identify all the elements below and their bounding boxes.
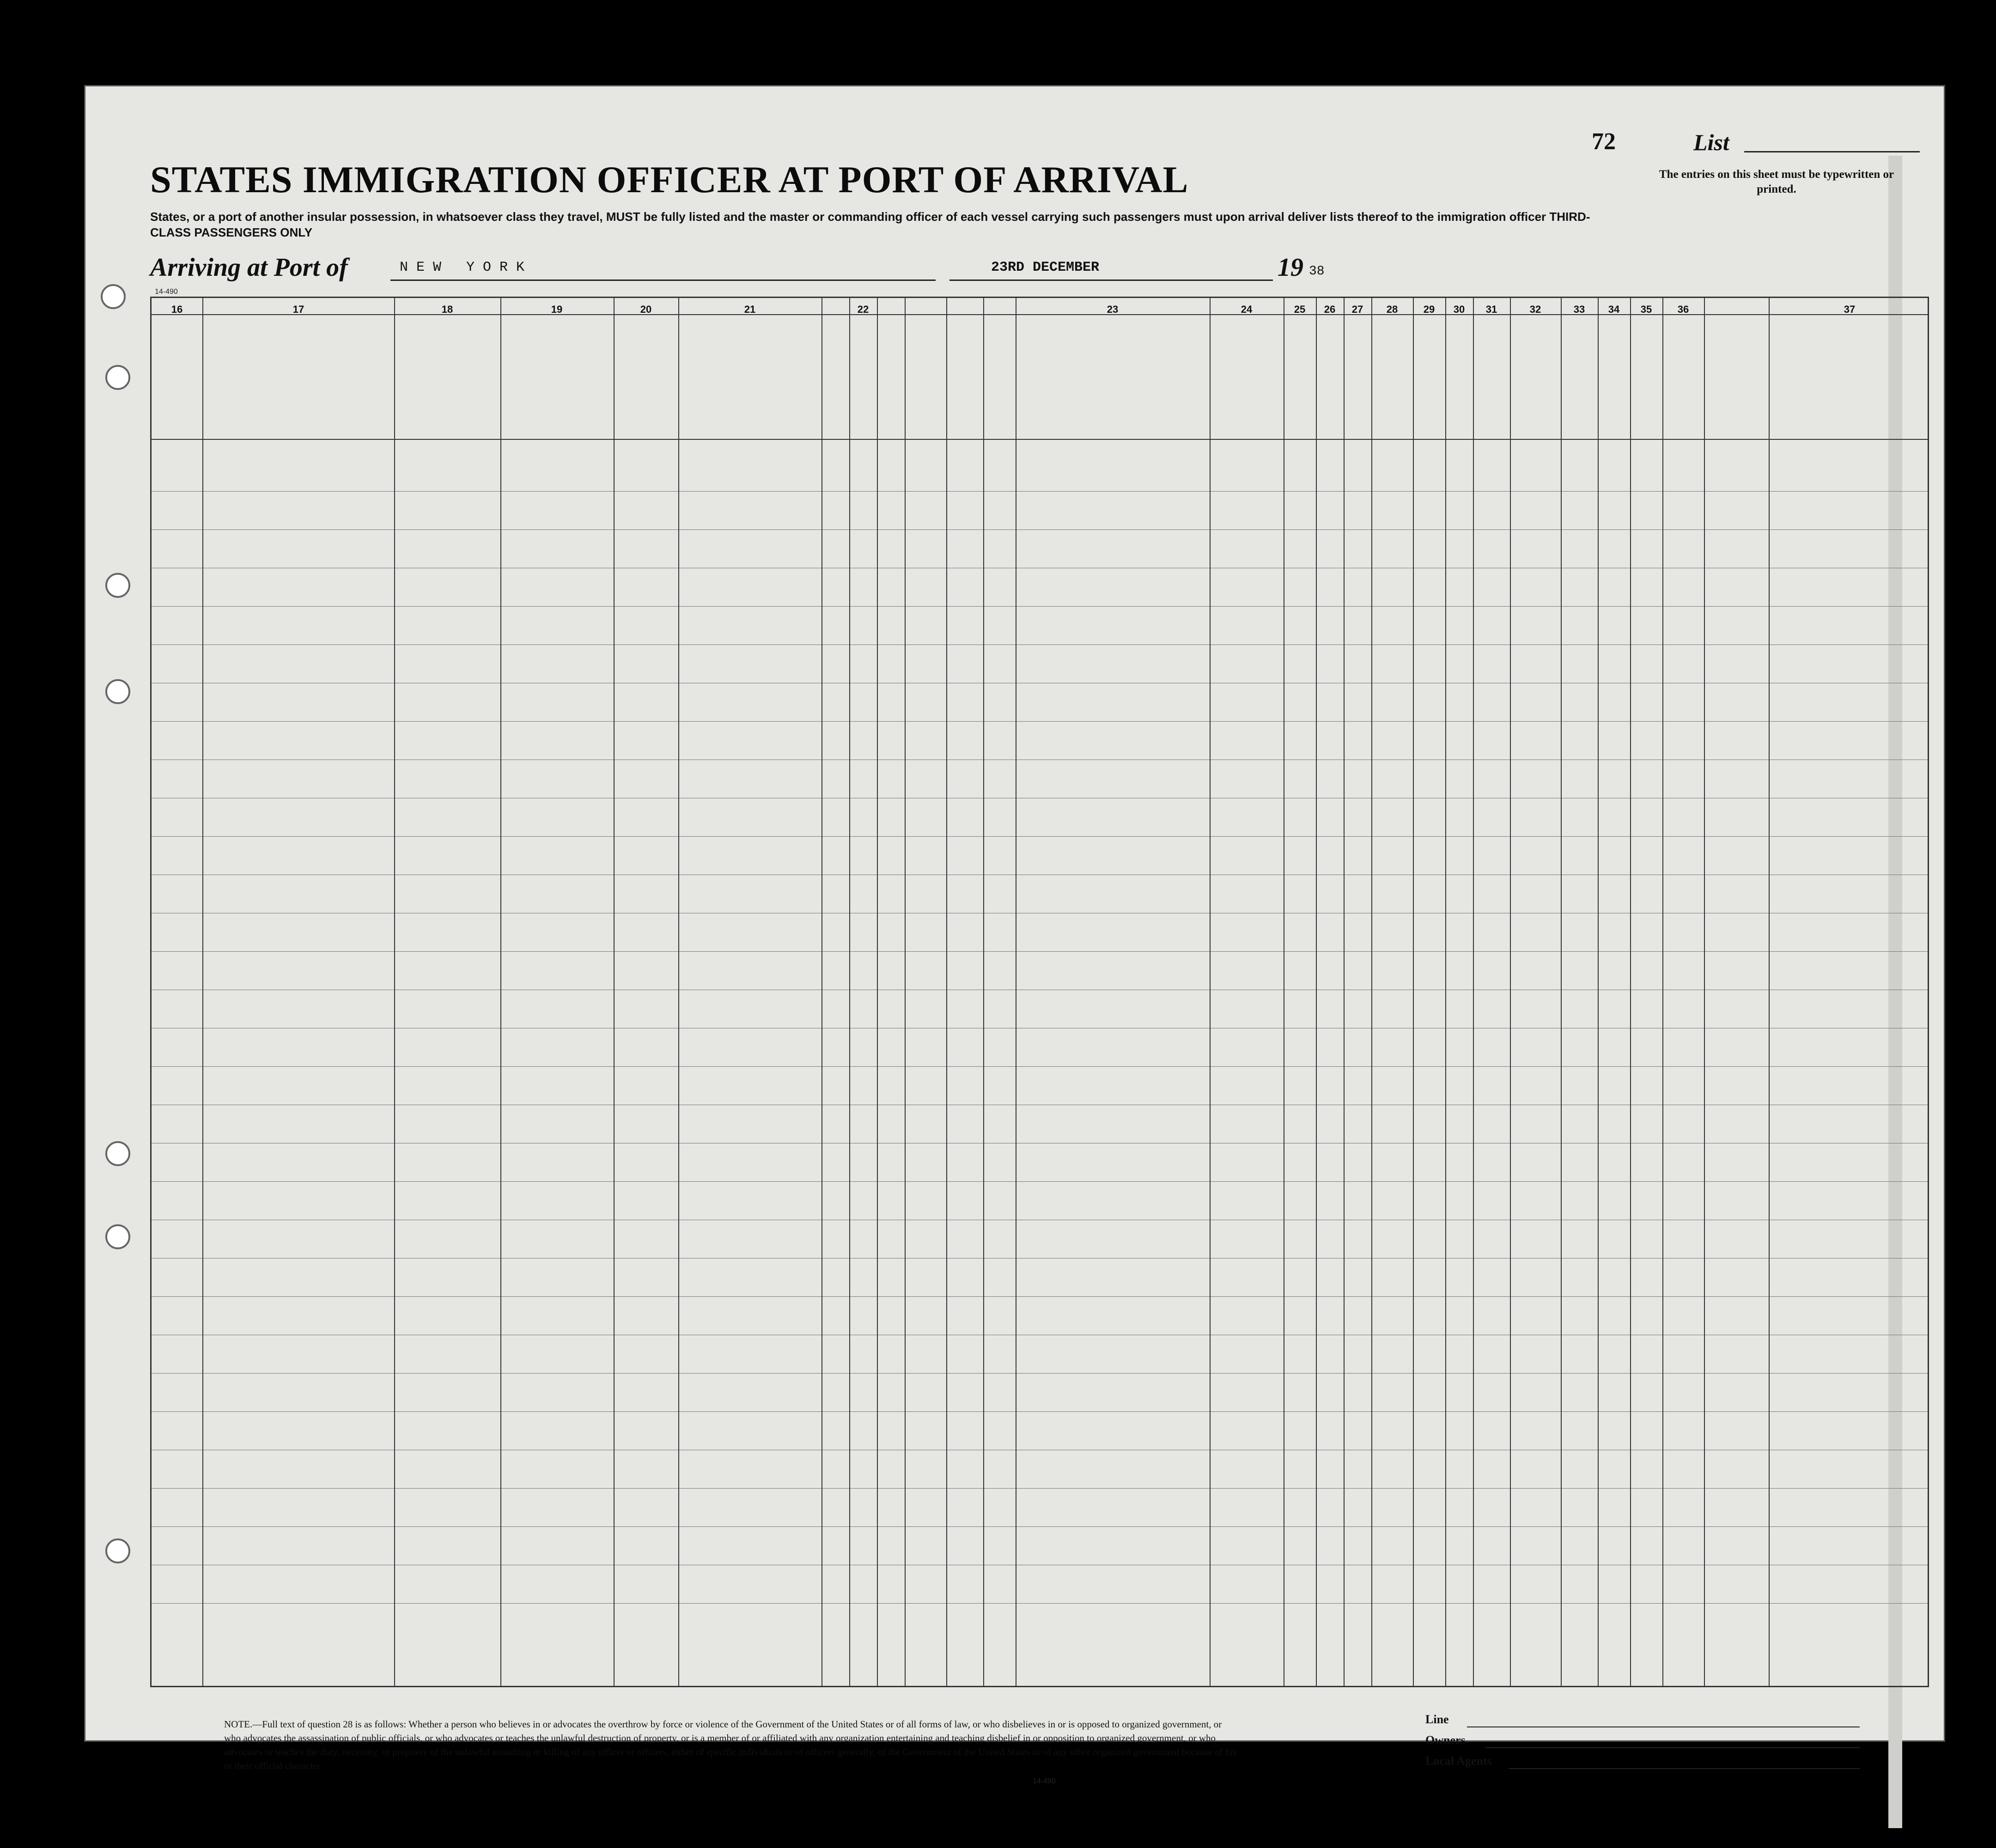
column-number: 34 bbox=[1608, 304, 1620, 315]
column-rule bbox=[946, 298, 947, 1686]
column-rule bbox=[394, 298, 395, 1686]
column-rule bbox=[1630, 298, 1631, 1686]
manifest-page bbox=[84, 85, 1945, 1785]
column-rule bbox=[983, 298, 984, 1686]
column-number: 27 bbox=[1351, 304, 1363, 315]
list-label: List bbox=[1693, 129, 1729, 155]
row-rule bbox=[152, 1488, 1928, 1489]
list-number: 72 bbox=[1592, 128, 1616, 155]
row-rule bbox=[152, 606, 1928, 607]
column-number: 20 bbox=[640, 304, 652, 315]
date-line bbox=[949, 280, 1273, 281]
port-value: NEW YORK bbox=[400, 260, 533, 275]
row-rule bbox=[152, 1526, 1928, 1527]
column-rule bbox=[1371, 298, 1372, 1686]
page-subtitle: States, or a port of another insular possession, in whatsoever class they travel, MUST be fully listed and the master or commanding officer of each vessel carrying such passengers must upon arrival deliver lists thereof to the immigration officer THIRD-CLASS PASSENGERS ONLY bbox=[150, 210, 1590, 239]
column-rule bbox=[1316, 298, 1317, 1686]
date-value: 23RD DECEMBER bbox=[991, 260, 1100, 275]
binder-hole bbox=[105, 573, 130, 598]
row-rule bbox=[152, 1181, 1928, 1182]
column-number: 18 bbox=[441, 304, 453, 315]
column-number: 35 bbox=[1640, 304, 1652, 315]
row-rule bbox=[152, 836, 1928, 837]
column-rule bbox=[1413, 298, 1414, 1686]
column-number: 36 bbox=[1677, 304, 1689, 315]
column-number: 33 bbox=[1573, 304, 1585, 315]
year-prefix: 19 bbox=[1278, 253, 1303, 282]
arriving-label: Arriving at Port of bbox=[150, 253, 348, 282]
column-rule bbox=[1598, 298, 1599, 1686]
agents-label: Local Agents bbox=[1425, 1754, 1492, 1768]
row-rule bbox=[152, 721, 1928, 722]
column-rule bbox=[1561, 298, 1562, 1686]
column-number: 32 bbox=[1529, 304, 1541, 315]
header-rule bbox=[152, 439, 1928, 440]
column-number: 30 bbox=[1453, 304, 1465, 315]
footnote: NOTE.—Full text of question 28 is as follows: Whether a person who believes in or advocates the overthrow by force or violence of the Government of the United States or of all forms of law, or who disbelieves in or is opposed to organized government, or who advocates the assassination of public officials, or who advocates or teaches the unlawful destruction of property, or is a member of or affiliated with any organization entertaining and teaching disbelief in or opposition to organized government, or who advocates or teaches the duty, necessity, or propriety of the unlawful assaulting or killing of any officer or officers, either of specific individuals or of officers generally, of the Government of the United States or of any other organized government because of his or their official character. bbox=[224, 1719, 1237, 1771]
column-number: 25 bbox=[1294, 304, 1306, 315]
column-rule bbox=[678, 298, 679, 1686]
row-rule bbox=[152, 1373, 1928, 1374]
column-number: 23 bbox=[1107, 304, 1119, 315]
binder-hole bbox=[105, 1538, 130, 1563]
column-rule bbox=[202, 298, 203, 1686]
column-number: 22 bbox=[857, 304, 869, 315]
list-line bbox=[1744, 151, 1920, 152]
column-rule bbox=[614, 298, 615, 1686]
page-title: STATES IMMIGRATION OFFICER AT PORT OF ARRIVAL bbox=[150, 158, 1189, 201]
column-rule bbox=[1445, 298, 1446, 1686]
line-rule bbox=[1467, 1726, 1860, 1727]
column-rule bbox=[1662, 298, 1663, 1686]
column-rule bbox=[1210, 298, 1211, 1686]
column-rule bbox=[1344, 298, 1345, 1686]
port-line bbox=[390, 280, 936, 281]
year-value: 38 bbox=[1309, 264, 1325, 279]
column-number: 31 bbox=[1485, 304, 1497, 315]
form-number-top: 14-490 bbox=[155, 288, 178, 296]
column-rule bbox=[877, 298, 878, 1686]
row-rule bbox=[152, 1411, 1928, 1412]
column-number: 26 bbox=[1324, 304, 1336, 315]
column-number: 28 bbox=[1386, 304, 1398, 315]
binder-hole bbox=[105, 1224, 130, 1249]
column-rule bbox=[1704, 298, 1705, 1686]
owners-rule bbox=[1485, 1747, 1860, 1748]
column-number: 21 bbox=[744, 304, 756, 315]
form-number-bottom: 14-490 bbox=[1033, 1777, 1056, 1785]
column-number: 16 bbox=[171, 304, 183, 315]
column-rule bbox=[1473, 298, 1474, 1686]
binder-hole bbox=[101, 284, 126, 309]
row-rule bbox=[152, 951, 1928, 952]
binder-hole bbox=[105, 365, 130, 390]
column-number: 37 bbox=[1844, 304, 1856, 315]
column-rule bbox=[1510, 298, 1511, 1686]
column-rule bbox=[1769, 298, 1770, 1686]
row-rule bbox=[152, 1066, 1928, 1067]
column-rule bbox=[500, 298, 501, 1686]
column-number: 29 bbox=[1423, 304, 1435, 315]
agents-rule bbox=[1509, 1768, 1860, 1769]
column-number: 24 bbox=[1241, 304, 1253, 315]
row-rule bbox=[152, 529, 1928, 530]
column-number: 19 bbox=[551, 304, 563, 315]
row-rule bbox=[152, 1603, 1928, 1604]
column-rule bbox=[849, 298, 850, 1686]
line-label: Line bbox=[1425, 1713, 1449, 1726]
column-number: 17 bbox=[292, 304, 304, 315]
row-rule bbox=[152, 491, 1928, 492]
column-rule bbox=[905, 298, 906, 1686]
binder-hole bbox=[105, 679, 130, 704]
row-rule bbox=[152, 1296, 1928, 1297]
header-rule bbox=[152, 314, 1928, 315]
row-rule bbox=[152, 644, 1928, 645]
owners-label: Owners bbox=[1425, 1733, 1466, 1747]
manifest-table bbox=[150, 297, 1929, 1687]
binder-hole bbox=[105, 1141, 130, 1166]
entries-note: The entries on this sheet must be typewritten or printed. bbox=[1659, 168, 1894, 195]
